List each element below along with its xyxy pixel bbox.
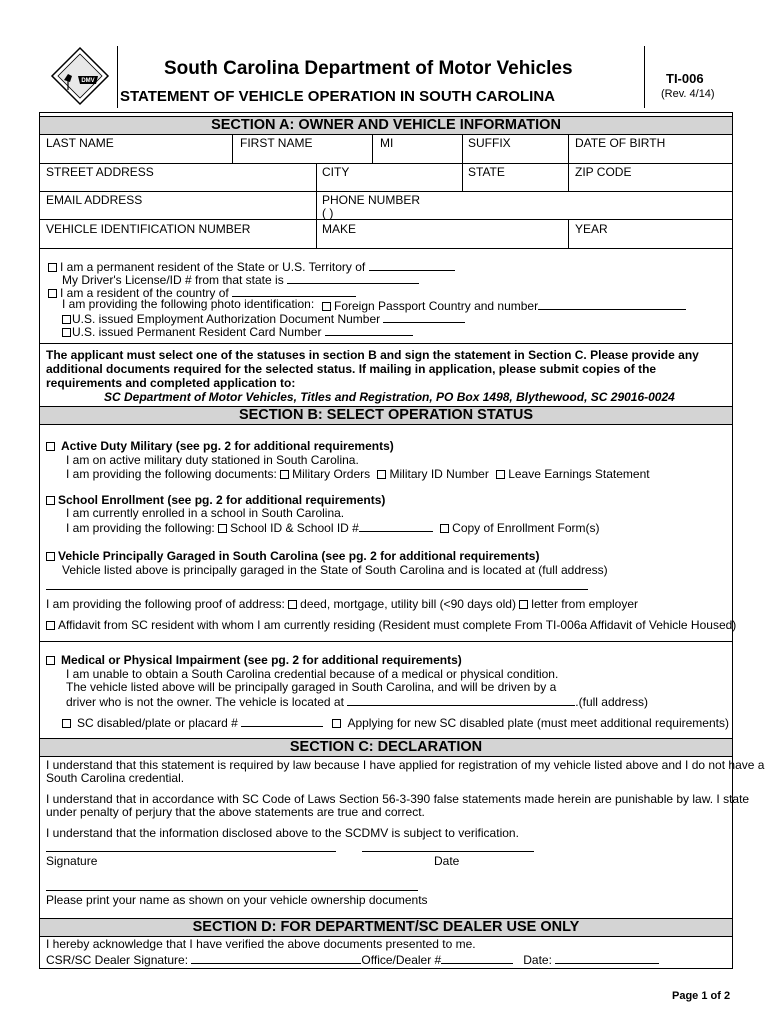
leave-earnings-checkbox[interactable] [496,470,505,479]
label-phone: PHONE NUMBER [322,193,421,207]
declaration-p1-line1: I understand that this statement is required by law because I have applied for registration of my vehicle listed above and I do not have a [46,758,765,772]
date-line[interactable] [362,851,534,852]
license-number-line: My Driver's License/ID # from that state is [62,272,419,287]
ead-checkbox[interactable] [62,315,71,324]
instructions-line-3: requirements and completed application to: [46,376,296,390]
medical-line-3: driver who is not the owner. The vehicle is located at .(full address) [66,695,648,709]
instructions-line-2: additional documents required for the selected status. If mailing in application, please submit copies of the [46,362,657,376]
military-checkbox[interactable] [46,442,55,451]
dealer-acknowledgement: I hereby acknowledge that I have verified the above documents presented to me. [46,937,476,951]
section-d-header: SECTION D: FOR DEPARTMENT/SC DEALER USE ONLY [40,918,732,937]
deed-utility-checkbox[interactable] [288,600,297,609]
foreign-passport-checkbox[interactable] [322,302,331,311]
label-last-name: LAST NAME [46,136,114,150]
school-id-checkbox[interactable] [218,524,227,533]
garaged-address-line[interactable] [46,589,588,590]
label-street: STREET ADDRESS [46,165,154,179]
garaged-option[interactable]: Vehicle Principally Garaged in South Carolina (see pg. 2 for additional requirements) [46,550,539,563]
foreign-passport-option[interactable]: Foreign Passport Country and number [322,298,686,313]
declaration-p2-line1: I understand that in accordance with SC Code of Laws Section 56-3-390 false statements made herein are punishable by law. I state [46,792,750,806]
date-label: Date [434,854,460,868]
svg-text:DMV: DMV [81,78,95,84]
military-docs-line: I am providing the following documents: Military Orders Military ID Number Leave Earnings Statement [66,467,650,481]
label-year: YEAR [575,222,608,236]
revision-date: (Rev. 4/14) [661,88,715,100]
label-vin: VEHICLE IDENTIFICATION NUMBER [46,222,251,236]
country-resident-checkbox[interactable] [48,289,57,298]
declaration-p3: I understand that the information disclosed above to the SCDMV is subject to verification. [46,826,519,840]
military-id-checkbox[interactable] [377,470,386,479]
photo-id-line: I am providing the following photo identification: [62,297,315,311]
form-title: STATEMENT OF VEHICLE OPERATION IN SOUTH CAROLINA [120,88,555,105]
section-a-header: SECTION A: OWNER AND VEHICLE INFORMATION [40,116,732,135]
garaged-checkbox[interactable] [46,552,55,561]
section-c-header: SECTION C: DECLARATION [40,738,732,757]
agency-name: South Carolina Department of Motor Vehicles [164,58,573,79]
page-number: Page 1 of 2 [672,990,731,1002]
country-resident-option[interactable]: I am a resident of the country of [48,285,356,300]
label-mi: MI [380,136,394,150]
school-checkbox[interactable] [46,496,55,505]
medical-line-1: I am unable to obtain a South Carolina credential because of a medical or physical condition. [66,667,559,681]
permanent-resident-option[interactable]: I am a permanent resident of the State or U.S. Territory of [48,259,455,274]
office-dealer-field[interactable] [441,952,513,964]
print-name-label: Please print your name as shown on your vehicle ownership documents [46,893,428,907]
school-line-1: I am currently enrolled in a school in South Carolina. [66,506,345,520]
school-option[interactable]: School Enrollment (see pg. 2 for additional requirements) [46,494,385,507]
phone-area-code: ( ) [322,206,334,220]
dealer-signature-line: CSR/SC Dealer Signature: Office/Dealer # Date: [46,952,659,967]
medical-line-2: The vehicle listed above will be principally garaged in South Carolina, and will be driven by a [66,680,557,694]
section-b-header: SECTION B: SELECT OPERATION STATUS [40,406,732,425]
dealer-date-field[interactable] [555,952,659,964]
mailing-address: SC Department of Motor Vehicles, Titles and Registration, PO Box 1498, Blythewood, SC 29016-0024 [104,390,675,404]
declaration-p2-line2: under penalty of perjury that the above statements are true and correct. [46,805,425,819]
label-make: MAKE [322,222,357,236]
label-first-name: FIRST NAME [240,136,313,150]
declaration-p1-line2: South Carolina credential. [46,771,185,785]
label-email: EMAIL ADDRESS [46,193,143,207]
csr-signature-field[interactable] [191,952,361,964]
scdmv-logo [50,46,110,106]
military-line-1: I am on active military duty stationed in South Carolina. [66,453,359,467]
label-state: STATE [468,165,505,179]
disabled-placard-checkbox[interactable] [62,719,71,728]
signature-line[interactable] [46,851,336,852]
affidavit-option[interactable]: Affidavit from SC resident with whom I am currently residing (Resident must complete From TI-006a Affidavit of Vehicle Housed) [46,619,736,632]
affidavit-checkbox[interactable] [46,621,55,630]
prc-option[interactable]: U.S. issued Permanent Resident Card Number [62,324,413,339]
palmetto-seal-icon [50,46,110,106]
instructions-line-1: The applicant must select one of the statuses in section B and sign the statement in Section C. Please provide any [46,348,699,362]
proof-of-address-line: I am providing the following proof of address: deed, mortgage, utility bill (<90 days old) letter from employer [46,597,638,611]
label-dob: DATE OF BIRTH [575,136,666,150]
medical-checkbox[interactable] [46,656,55,665]
form-frame [39,112,733,969]
label-city: CITY [322,165,350,179]
military-option[interactable]: Active Duty Military (see pg. 2 for additional requirements) [46,440,394,453]
signature-label: Signature [46,854,98,868]
label-zip: ZIP CODE [575,165,632,179]
employer-letter-checkbox[interactable] [519,600,528,609]
new-disabled-plate-checkbox[interactable] [332,719,341,728]
print-name-line[interactable] [46,890,418,891]
garaged-line-1: Vehicle listed above is principally garaged in the State of South Carolina and is located at (full address) [62,563,608,577]
medical-option[interactable]: Medical or Physical Impairment (see pg. 2 for additional requirements) [46,654,462,667]
school-docs-line: I am providing the following: School ID & School ID # Copy of Enrollment Form(s) [66,521,600,535]
disabled-placard-line: SC disabled/plate or placard # Applying for new SC disabled plate (must meet additional requirements) [62,715,729,730]
enrollment-form-checkbox[interactable] [440,524,449,533]
prc-checkbox[interactable] [62,328,71,337]
permanent-resident-checkbox[interactable] [48,263,57,272]
label-suffix: SUFFIX [468,136,511,150]
military-orders-checkbox[interactable] [280,470,289,479]
form-number: TI-006 [666,71,704,86]
ead-option[interactable]: U.S. issued Employment Authorization Document Number [62,311,465,326]
